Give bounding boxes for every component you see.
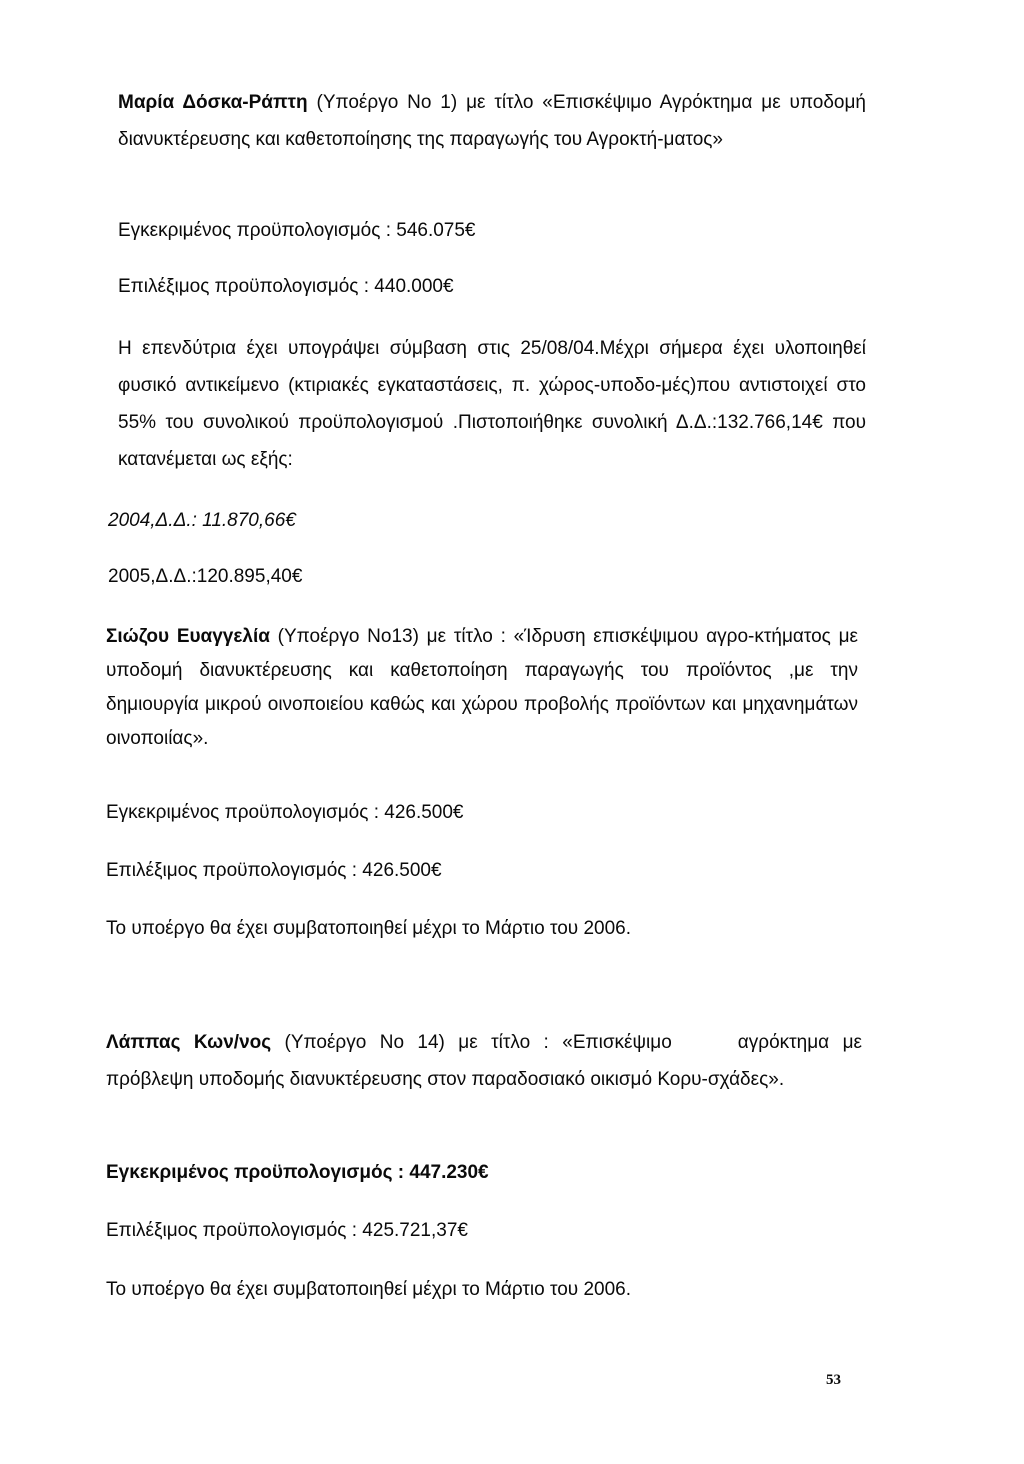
doskas-year-2005: 2005,Δ.Δ.:120.895,40€ xyxy=(108,566,303,587)
lappas-intro-b: αγρόκτημα με πρόβλεψη υποδομής διανυκτέρευσης στον παραδοσιακό οικισμό Κορυ-σχάδες». xyxy=(106,1032,862,1090)
doskas-eligible-budget: Επιλέξιμος προϋπολογισμός : 440.000€ xyxy=(118,276,454,297)
siozou-eligible-budget: Επιλέξιμος προϋπολογισμός : 426.500€ xyxy=(106,860,442,881)
doskas-status: Η επενδύτρια έχει υπογράψει σύμβαση στις 25/08/04.Μέχρι σήμερα έχει υλοποιηθεί φυσικό αντικείμενο (κτιριακές εγκαταστάσεις, π. χώρος-υποδο-μές)που αντιστοιχεί στο 55% του συνολικού προϋπολογισμού .Πιστοποιήθηκε συνολική Δ.Δ.:132.766,14€ που κατανέμεται ως εξής: xyxy=(118,338,866,470)
siozou-completion: Το υποέργο θα έχει συμβατοποιηθεί μέχρι το Μάρτιο του 2006. xyxy=(106,918,631,939)
doskas-paragraph xyxy=(118,84,866,158)
doskas-approved-budget: Εγκεκριμένος προϋπολογισμός : 546.075€ xyxy=(118,220,476,241)
lappas-completion: Το υποέργο θα έχει συμβατοποιηθεί μέχρι το Μάρτιο του 2006. xyxy=(106,1279,631,1300)
lappas-eligible-budget: Επιλέξιμος προϋπολογισμός : 425.721,37€ xyxy=(106,1220,468,1241)
lappas-approved-budget: Εγκεκριμένος προϋπολογισμός : 447.230€ xyxy=(106,1162,489,1183)
siozou-paragraph xyxy=(106,620,858,756)
lappas-paragraph xyxy=(106,1024,862,1098)
lappas-intro-a: (Υποέργο Νο 14) με τίτλο : «Επισκέψιμο xyxy=(271,1032,672,1053)
doskas-intro: (Υποέργο Νο 1) με τίτλο «Επισκέψιμο Αγρόκτημα με υποδομή διανυκτέρευσης και καθετοποίησης της παραγωγής του Αγροκτή-ματος» xyxy=(118,92,867,150)
doskas-year-2004: 2004,Δ.Δ.: 11.870,66€ xyxy=(108,510,296,531)
siozou-name: Σιώζου Ευαγγελία xyxy=(106,626,270,647)
siozou-intro: (Υποέργο Νο13) με τίτλο : «Ίδρυση επισκέψιμου αγρο-κτήματος με υποδομή διανυκτέρευσης και καθετοποίηση παραγωγής του προϊόντος ,με την δημιουργία μικρού οινοποιείου καθώς και χώρου προβολής προϊόντων και μηχανημάτων οινοποιίας». xyxy=(106,626,858,749)
siozou-approved-budget: Εγκεκριμένος προϋπολογισμός : 426.500€ xyxy=(106,802,464,823)
lappas-name: Λάππας Κων/νος xyxy=(106,1032,272,1053)
page-number: 53 xyxy=(826,1372,841,1388)
doskas-name: Μαρία Δόσκα-Ράπτη xyxy=(118,92,308,113)
